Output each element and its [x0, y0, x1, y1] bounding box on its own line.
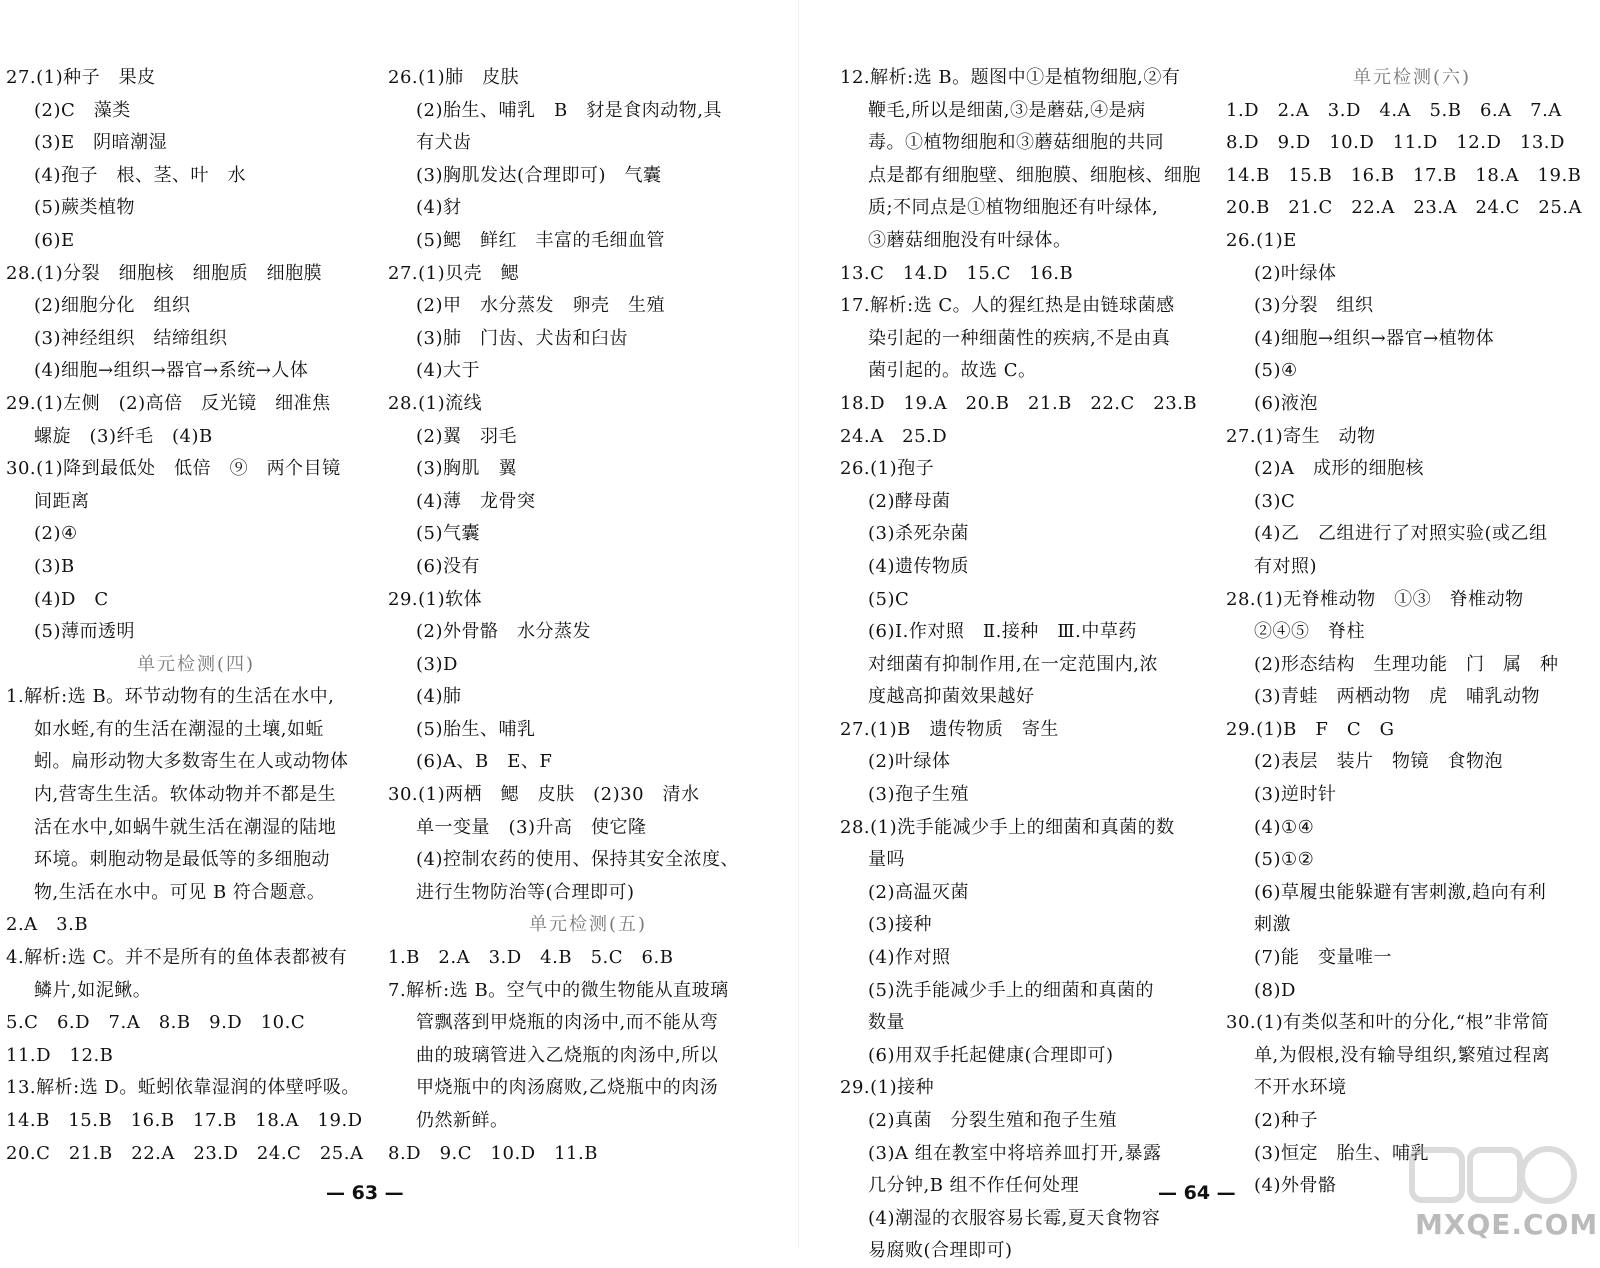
answer-line: 26.(1)肺 皮肤	[388, 67, 520, 88]
answer-line: 易腐败(合理即可)	[868, 1240, 1013, 1262]
answer-line: 活在水中,如蜗牛就生活在潮湿的陆地	[34, 816, 337, 838]
answer-line: 29.(1)左侧 (2)高倍 反光镜 细准焦	[6, 392, 331, 414]
answer-line: 不开水环境	[1254, 1077, 1347, 1099]
answer-line: 14.B 15.B 16.B 17.B 18.A 19.B	[1226, 164, 1582, 186]
answer-line: 毒。①植物细胞和③蘑菇细胞的共同	[868, 132, 1164, 154]
answer-line: (4)外骨骼	[1254, 1175, 1337, 1197]
answer-line: (4)细胞→组织→器官→植物体	[1254, 327, 1495, 349]
answer-line: ②④⑤ 脊柱	[1254, 621, 1365, 643]
answer-line: (5)④	[1254, 360, 1298, 382]
answer-line: 单,为假根,没有输导组织,繁殖过程离	[1254, 1044, 1551, 1066]
answer-line: (3)胸肌 翼	[416, 458, 517, 480]
answer-line: 13.C 14.D 15.C 16.B	[840, 262, 1074, 284]
answer-line: 1.解析:选 B。环节动物有的生活在水中,	[6, 686, 335, 708]
answer-line: 30.(1)降到最低处 低倍 ⑨ 两个目镜	[6, 458, 341, 480]
answer-line: 蚓。扁形动物大多数寄生在人或动物体	[34, 751, 349, 773]
answer-line: (2)表层 装片 物镜 食物泡	[1254, 751, 1503, 773]
answer-line: 27.(1)B 遗传物质 寄生	[840, 718, 1059, 740]
answer-line: 鳞片,如泥鳅。	[34, 979, 152, 1001]
answer-line: (3)B	[34, 555, 75, 577]
answer-line: 27.(1)种子 果皮	[6, 67, 156, 88]
answer-line: (3)恒定 胎生、哺乳	[1254, 1142, 1429, 1164]
answer-line: 24.A 25.D	[840, 425, 948, 447]
answer-line: 7.解析:选 B。空气中的微生物能从直玻璃	[388, 979, 729, 1001]
answer-line: 28.(1)无脊椎动物 ①③ 脊椎动物	[1226, 588, 1524, 610]
page-gutter	[798, 0, 799, 1248]
column-page64-left	[840, 62, 1220, 1268]
column-page63-right	[388, 62, 788, 1170]
answer-line: (2)④	[34, 523, 78, 545]
section-heading: 单元检测(五)	[528, 914, 648, 936]
answer-line: 18.D 19.A 20.B 21.B 22.C 23.B	[840, 392, 1198, 414]
answer-line: 量吗	[868, 849, 905, 871]
answer-line: (4)薄 龙骨突	[416, 490, 536, 512]
answer-line: (3)A 组在教室中将培养皿打开,暴露	[868, 1142, 1162, 1164]
answer-line: 12.解析:选 B。题图中①是植物细胞,②有	[840, 67, 1181, 88]
answer-line: (6)A、B E、F	[416, 751, 553, 773]
answer-line: 染引起的一种细菌性的疾病,不是由真	[868, 327, 1171, 349]
answer-line: (3)D	[416, 653, 458, 675]
answer-line: (3)青蛙 两栖动物 虎 哺乳动物	[1254, 686, 1540, 708]
page-number-right: — 64 —	[1158, 1182, 1236, 1204]
answer-line: 29.(1)软体	[388, 588, 483, 610]
answer-line: 质;不同点是①植物细胞还有叶绿体,	[868, 197, 1159, 219]
answer-line: (2)甲 水分蒸发 卵壳 生殖	[416, 295, 665, 317]
answer-line: 26.(1)孢子	[840, 458, 935, 480]
answer-line: 17.解析:选 C。人的猩红热是由链球菌感	[840, 295, 1175, 317]
answer-line: (2)高温灭菌	[868, 881, 969, 903]
answer-line: 点是都有细胞壁、细胞膜、细胞核、细胞	[868, 164, 1201, 186]
answer-line: 刺激	[1254, 914, 1291, 936]
answer-line: 管飘落到甲烧瓶的肉汤中,而不能从弯	[416, 1012, 719, 1034]
answer-line: (4)潮湿的衣服容易长霉,夏天食物容	[868, 1207, 1161, 1229]
answer-line: (2)真菌 分裂生殖和孢子生殖	[868, 1110, 1117, 1131]
column-page63-left	[6, 62, 386, 1170]
column-page64-right	[1226, 62, 1598, 1203]
answer-line: 单一变量 (3)升高 使它隆	[416, 816, 647, 838]
answer-line: (4)肺	[416, 686, 462, 708]
answer-line: 30.(1)两栖 鳃 皮肤 (2)30 清水	[388, 784, 700, 806]
answer-line: (5)①②	[1254, 849, 1315, 871]
answer-line: (4)作对照	[868, 947, 951, 969]
answer-line: (2)种子	[1254, 1110, 1318, 1131]
answer-line: (3)C	[1254, 490, 1296, 512]
answer-line: (5)薄而透明	[34, 621, 135, 643]
answer-line: (6)E	[34, 229, 75, 251]
answer-line: 进行生物防治等(合理即可)	[416, 881, 635, 903]
answer-line: 如水蛭,有的生活在潮湿的土壤,如蚯	[34, 718, 324, 740]
answer-line: 27.(1)寄生 动物	[1226, 425, 1376, 447]
answer-line: 26.(1)E	[1226, 229, 1297, 251]
answer-line: (2)翼 羽毛	[416, 425, 517, 447]
answer-line: 对细菌有抑制作用,在一定范围内,浓	[868, 653, 1158, 675]
section-heading: 单元检测(六)	[1352, 67, 1472, 88]
answer-line: (6)Ⅰ.作对照 Ⅱ.接种 Ⅲ.中草药	[868, 621, 1137, 643]
answer-line: 20.B 21.C 22.A 23.A 24.C 25.A	[1226, 197, 1583, 219]
answer-line: 度越高抑菌效果越好	[868, 686, 1035, 708]
answer-line: (2)叶绿体	[1254, 262, 1337, 284]
answer-line: 30.(1)有类似茎和叶的分化,“根”非常简	[1226, 1012, 1550, 1034]
answer-line: (4)遗传物质	[868, 555, 969, 577]
answer-line: (4)①④	[1254, 816, 1315, 838]
answer-line: 14.B 15.B 16.B 17.B 18.A 19.D	[6, 1110, 363, 1131]
answer-line: 内,营寄生生活。软体动物并不都是生	[34, 784, 337, 806]
answer-line: (6)用双手托起健康(合理即可)	[868, 1044, 1114, 1066]
answer-line: 曲的玻璃管进入乙烧瓶的肉汤中,所以	[416, 1044, 719, 1066]
answer-line: (2)叶绿体	[868, 751, 951, 773]
answer-line: 28.(1)洗手能减少手上的细菌和真菌的数	[840, 816, 1175, 838]
answer-line: (3)杀死杂菌	[868, 523, 969, 545]
answer-line: 5.C 6.D 7.A 8.B 9.D 10.C	[6, 1012, 306, 1034]
answer-line: (4)乙 乙组进行了对照实验(或乙组	[1254, 523, 1548, 545]
answer-line: (5)C	[868, 588, 910, 610]
answer-line: 4.解析:选 C。并不是所有的鱼体表都被有	[6, 947, 348, 969]
answer-line: 28.(1)流线	[388, 392, 483, 414]
answer-line: 29.(1)B F C G	[1226, 718, 1395, 740]
answer-line: (3)胸肌发达(合理即可) 气囊	[416, 164, 662, 186]
answer-line: (2)A 成形的细胞核	[1254, 458, 1424, 480]
answer-line: (4)细胞→组织→器官→系统→人体	[34, 360, 309, 382]
answer-line: 2.A 3.B	[6, 914, 89, 936]
answer-line: 20.C 21.B 22.A 23.D 24.C 25.A	[6, 1142, 364, 1164]
answer-line: 1.D 2.A 3.D 4.A 5.B 6.A 7.A	[1226, 99, 1562, 121]
answer-line: (5)蕨类植物	[34, 197, 135, 219]
answer-line: (2)形态结构 生理功能 门 属 种	[1254, 653, 1559, 675]
answer-line: 有对照)	[1254, 555, 1318, 577]
answer-line: (3)神经组织 结缔组织	[34, 327, 228, 349]
answer-line: (3)孢子生殖	[868, 784, 969, 806]
answer-line: (2)细胞分化 组织	[34, 295, 191, 317]
answer-line: 鞭毛,所以是细菌,③是蘑菇,④是病	[868, 99, 1146, 121]
answer-line: (6)草履虫能躲避有害刺激,趋向有利	[1254, 881, 1547, 903]
answer-line: 物,生活在水中。可见 B 符合题意。	[34, 881, 326, 903]
answer-line: (4)控制农药的使用、保持其安全浓度、	[416, 849, 739, 871]
answer-line: (7)能 变量唯一	[1254, 947, 1392, 969]
answer-line: (3)E 阴暗潮湿	[34, 132, 168, 154]
page-number-left: — 63 —	[326, 1182, 404, 1204]
section-heading: 单元检测(四)	[136, 653, 256, 675]
answer-line: 11.D 12.B	[6, 1044, 114, 1066]
answer-line: (5)气囊	[416, 523, 480, 545]
answer-line: 29.(1)接种	[840, 1077, 935, 1099]
answer-line: 8.D 9.D 10.D 11.D 12.D 13.D	[1226, 132, 1565, 154]
answer-line: 间距离	[34, 490, 90, 512]
answer-line: (2)酵母菌	[868, 490, 951, 512]
answer-line: 甲烧瓶中的肉汤腐败,乙烧瓶中的肉汤	[416, 1077, 719, 1099]
answer-line: 仍然新鲜。	[416, 1110, 509, 1131]
answer-line: (5)鳃 鲜红 丰富的毛细血管	[416, 229, 665, 251]
answer-line: 菌引起的。故选 C。	[868, 360, 1037, 382]
answer-line: (4)大于	[416, 360, 480, 382]
answer-line: (4)豺	[416, 197, 462, 219]
answer-line: 有犬齿	[416, 132, 472, 154]
answer-line: (6)液泡	[1254, 392, 1318, 414]
answer-line: (5)胎生、哺乳	[416, 718, 536, 740]
answer-line: (3)肺 门齿、犬齿和臼齿	[416, 327, 628, 349]
answer-line: 环境。刺胞动物是最低等的多细胞动	[34, 849, 330, 871]
answer-line: 13.解析:选 D。蚯蚓依靠湿润的体壁呼吸。	[6, 1077, 360, 1099]
answer-line: 1.B 2.A 3.D 4.B 5.C 6.B	[388, 947, 674, 969]
answer-line: (3)分裂 组织	[1254, 295, 1374, 317]
answer-line: (4)D C	[34, 588, 109, 610]
answer-line: 几分钟,B 组不作任何处理	[868, 1175, 1080, 1197]
answer-line: (6)没有	[416, 555, 480, 577]
answer-line: 数量	[868, 1012, 905, 1034]
answer-line: (3)接种	[868, 914, 932, 936]
answer-line: ③蘑菇细胞没有叶绿体。	[868, 229, 1072, 251]
answer-line: 28.(1)分裂 细胞核 细胞质 细胞膜	[6, 262, 323, 284]
answer-line: (4)孢子 根、茎、叶 水	[34, 164, 246, 186]
answer-line: 8.D 9.C 10.D 11.B	[388, 1142, 598, 1164]
answer-line: (2)C 藻类	[34, 99, 131, 121]
answer-line: (3)逆时针	[1254, 784, 1337, 806]
answer-line: (2)外骨骼 水分蒸发	[416, 621, 591, 643]
answer-line: 螺旋 (3)纤毛 (4)B	[34, 425, 213, 447]
answer-line: (8)D	[1254, 979, 1296, 1001]
watermark-text: MXQE.COM	[1415, 1208, 1599, 1241]
answer-line: 27.(1)贝壳 鳃	[388, 262, 520, 284]
answer-line: (2)胎生、哺乳 B 豺是食肉动物,具	[416, 99, 722, 121]
answer-line: (5)洗手能减少手上的细菌和真菌的	[868, 979, 1154, 1001]
